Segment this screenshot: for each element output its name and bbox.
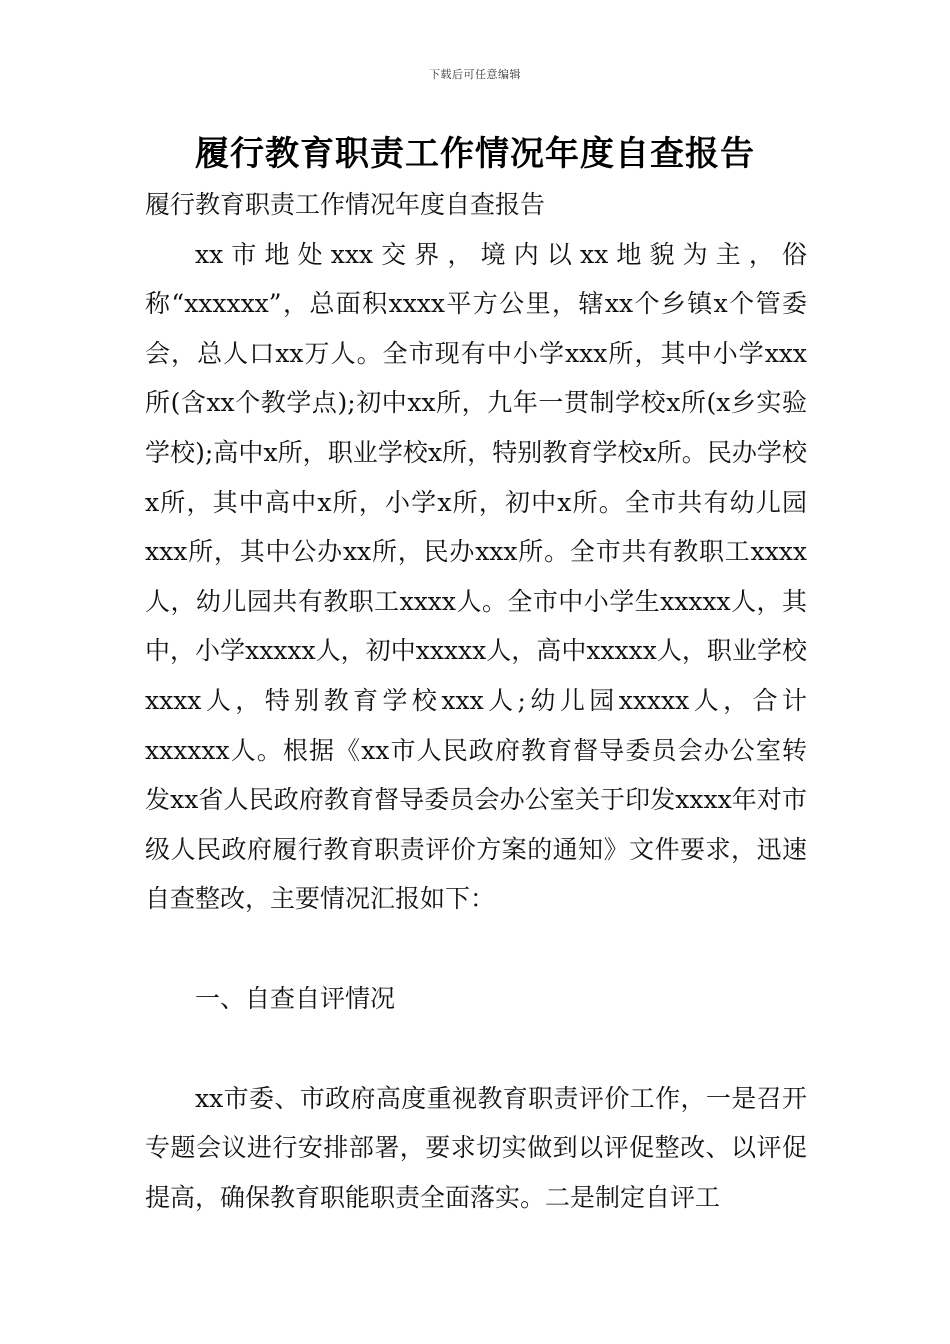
- section-heading: 一、自查自评情况: [195, 983, 396, 1013]
- paragraph-self-check: xx市委、市政府高度重视教育职责评价工作，一是召开专题会议进行安排部署，要求切实做到以评促整改、以评促提高，确保教育职能职责全面落实。二是制定自评工: [145, 1083, 807, 1212]
- header-note: 下载后可任意编辑: [429, 68, 521, 81]
- document-body: [145, 180, 807, 1222]
- paragraph-intro: xx市地处xxx交界，境内以xx地貌为主，俗称“xxxxxx”，总面积xxxx平方公里，辖xx个乡镇x个管委会，总人口xx万人。全市现有中小学xxx所，其中小学xxx所(含xx个教学点);初中xx所，九年一贯制学校x所(x乡实验学校);高中x所，职业学校x所，特别教育学校x所。民办学校x所，其中高中x所，小学x所，初中x所。全市共有幼儿园xxx所，其中公办xx所，民办xxx所。全市共有教职工xxxx人，幼儿园共有教职工xxxx人。全市中小学生xxxxx人，其中，小学xxxxx人，初中xxxxx人，高中xxxxx人，职业学校xxxx人，特别教育学校xxx人;幼儿园xxxxx人，合计xxxxxx人。根据《xx市人民政府教育督导委员会办公室转发xx省人民政府教育督导委员会办公室关于印发xxxx年对市级人民政府履行教育职责评价方案的通知》文件要求，迅速自查整改，主要情况汇报如下：: [145, 239, 807, 914]
- document-title: 履行教育职责工作情况年度自查报告: [195, 134, 755, 174]
- document-subtitle: 履行教育职责工作情况年度自查报告: [145, 190, 546, 219]
